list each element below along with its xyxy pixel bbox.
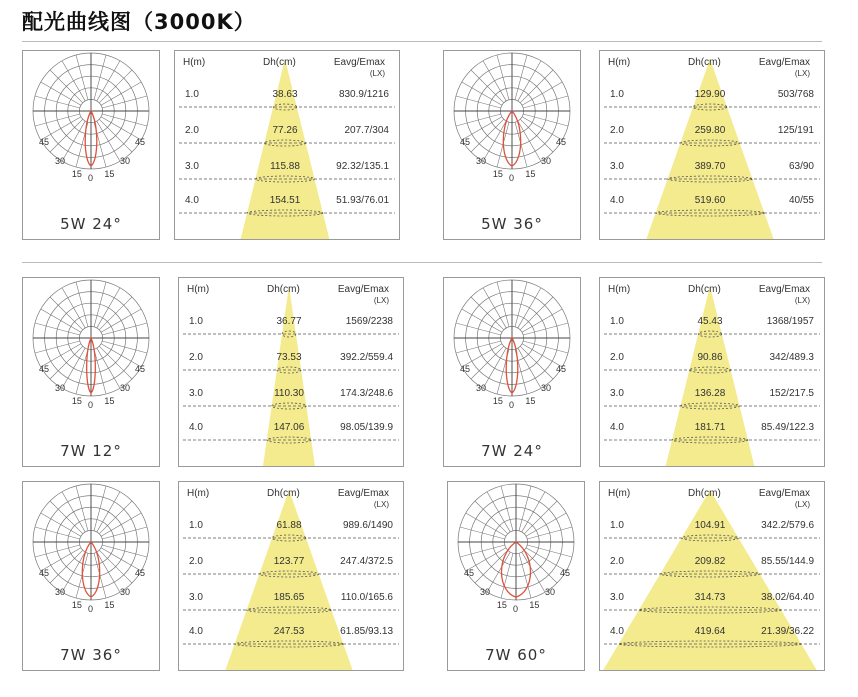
polar-spoke <box>50 550 83 583</box>
diameter-value: 519.60 <box>694 195 726 206</box>
polar-chart-box <box>443 50 581 240</box>
polar-spoke <box>522 552 545 592</box>
diameter-value: 419.64 <box>694 626 726 637</box>
polar-spoke <box>520 346 553 379</box>
polar-spoke <box>102 323 147 335</box>
polar-spoke <box>471 297 504 330</box>
diameter-value: 185.65 <box>273 592 305 603</box>
polar-spoke <box>471 119 504 152</box>
polar-spoke <box>518 288 541 328</box>
polar-tick-label: 30 <box>545 587 556 598</box>
illuminance-value: 830.9/1216 <box>338 89 389 100</box>
polar-diagram <box>448 482 584 670</box>
light-beam-cone <box>241 59 330 239</box>
polar-spoke <box>460 527 505 539</box>
diameter-value: 123.77 <box>273 556 305 567</box>
polar-tick-label: 45 <box>460 363 471 374</box>
polar-spoke <box>97 348 120 388</box>
polar-diagram <box>23 278 159 466</box>
polar-tick-label: 45 <box>39 567 50 578</box>
height-value: 1.0 <box>610 89 624 100</box>
polar-spoke <box>526 513 566 536</box>
table-header: (LX) <box>794 296 810 305</box>
polar-diagram <box>23 482 159 670</box>
polar-tick-label: 15 <box>525 169 536 179</box>
polar-tick-label: 15 <box>71 600 82 610</box>
polar-chart-box <box>22 277 160 467</box>
polar-spoke <box>35 545 80 557</box>
polar-chart-box <box>22 50 160 240</box>
polar-spoke <box>518 348 541 388</box>
polar-diagram <box>444 51 580 239</box>
polar-tick-label: 0 <box>513 604 519 614</box>
polar-tick-label: 45 <box>135 363 146 374</box>
polar-tick-label: 15 <box>71 169 82 179</box>
polar-spoke <box>35 527 80 539</box>
polar-spoke <box>102 96 147 108</box>
polar-spoke <box>519 486 531 531</box>
illuminance-value: 174.3/248.6 <box>340 388 393 399</box>
polar-tick-label: 0 <box>509 173 515 183</box>
fixture-spec-label: 7W 36° <box>60 646 122 664</box>
polar-spoke <box>102 545 147 557</box>
polar-spoke <box>523 323 568 335</box>
illuminance-table-box <box>174 50 400 240</box>
polar-spoke <box>101 309 141 332</box>
polar-spoke <box>35 114 80 126</box>
table-header: H(m) <box>608 488 631 499</box>
polar-spoke <box>497 282 509 327</box>
illuminance-cone-table <box>600 278 824 466</box>
polar-spoke <box>501 486 513 531</box>
polar-spoke <box>41 513 81 536</box>
polar-spoke <box>475 550 508 583</box>
diameter-value: 154.51 <box>269 195 301 206</box>
diameter-value: 73.53 <box>276 352 302 363</box>
polar-spoke <box>523 114 568 126</box>
polar-tick-label: 30 <box>541 383 552 394</box>
polar-spoke <box>94 55 106 100</box>
polar-spoke <box>62 492 85 532</box>
polar-tick-label: 30 <box>55 383 66 394</box>
table-header: (LX) <box>373 296 389 305</box>
illuminance-cone-table <box>179 482 403 670</box>
illuminance-value: 152/217.5 <box>769 388 814 399</box>
polar-spoke <box>462 309 502 332</box>
illuminance-value: 247.4/372.5 <box>340 556 393 567</box>
polar-tick-label: 30 <box>541 156 552 167</box>
diameter-value: 147.06 <box>273 422 305 433</box>
height-value: 4.0 <box>185 195 199 206</box>
diameter-value: 61.88 <box>276 520 302 531</box>
polar-spoke <box>50 346 83 379</box>
polar-spoke <box>41 309 81 332</box>
illuminance-value: 38.02/64.40 <box>761 592 814 603</box>
polar-tick-label: 45 <box>560 567 571 578</box>
polar-spoke <box>97 121 120 161</box>
polar-spoke <box>50 70 83 103</box>
table-header: Eavg/Emax <box>333 57 385 68</box>
polar-tick-label: 15 <box>496 600 507 610</box>
illuminance-value: 85.55/144.9 <box>761 556 814 567</box>
diameter-value: 45.43 <box>697 316 723 327</box>
height-value: 3.0 <box>610 388 624 399</box>
height-value: 1.0 <box>610 316 624 327</box>
table-header: Eavg/Emax <box>758 57 810 68</box>
polar-tick-label: 0 <box>88 400 94 410</box>
diameter-value: 314.73 <box>694 592 726 603</box>
polar-spoke <box>520 119 553 152</box>
polar-spoke <box>99 550 132 583</box>
polar-spoke <box>99 346 132 379</box>
polar-diagram <box>23 51 159 239</box>
diameter-value: 129.90 <box>694 89 726 100</box>
illuminance-value: 392.2/559.4 <box>340 352 393 363</box>
height-value: 3.0 <box>610 592 624 603</box>
table-header: (LX) <box>373 500 389 509</box>
diameter-value: 259.80 <box>694 125 726 136</box>
polar-spoke <box>483 61 506 101</box>
polar-tick-label: 45 <box>464 567 475 578</box>
polar-tick-label: 15 <box>529 600 540 610</box>
polar-spoke <box>520 70 553 103</box>
polar-tick-label: 45 <box>556 136 567 147</box>
polar-spoke <box>483 348 506 388</box>
height-value: 1.0 <box>189 316 203 327</box>
height-value: 4.0 <box>610 195 624 206</box>
diameter-value: 38.63 <box>272 89 298 100</box>
diameter-value: 247.53 <box>273 626 305 637</box>
section-divider <box>22 262 822 263</box>
diameter-value: 110.30 <box>274 388 304 399</box>
polar-spoke <box>99 501 132 534</box>
polar-spoke <box>497 55 509 100</box>
light-beam-cone <box>603 490 816 670</box>
height-value: 3.0 <box>185 161 199 172</box>
diameter-value: 209.82 <box>694 556 726 567</box>
illuminance-value: 63/90 <box>788 161 814 172</box>
fixture-spec-label: 5W 24° <box>60 215 122 233</box>
table-header: Dh(cm) <box>688 488 721 499</box>
table-header: H(m) <box>608 284 631 295</box>
illuminance-value: 342/489.3 <box>769 352 814 363</box>
polar-spoke <box>99 119 132 152</box>
polar-tick-label: 45 <box>39 363 50 374</box>
fixture-spec-label: 5W 36° <box>481 215 543 233</box>
table-header: (LX) <box>794 69 810 78</box>
height-value: 3.0 <box>189 592 203 603</box>
table-header: H(m) <box>187 488 210 499</box>
polar-spoke <box>62 61 85 101</box>
polar-spoke <box>97 288 120 328</box>
illuminance-value: 989.6/1490 <box>342 520 393 531</box>
illuminance-cone-table <box>600 482 824 670</box>
table-header: Eavg/Emax <box>337 488 389 499</box>
polar-spoke <box>524 550 557 583</box>
height-value: 3.0 <box>610 161 624 172</box>
polar-spoke <box>102 527 147 539</box>
height-value: 4.0 <box>189 422 203 433</box>
polar-spoke <box>471 346 504 379</box>
illuminance-value: 1569/2238 <box>345 316 393 327</box>
table-header: Dh(cm) <box>263 57 296 68</box>
height-value: 4.0 <box>189 626 203 637</box>
table-header: Dh(cm) <box>267 488 300 499</box>
light-beam-cone <box>666 286 755 466</box>
polar-tick-label: 45 <box>135 136 146 147</box>
height-value: 2.0 <box>610 125 624 136</box>
polar-chart-box <box>443 277 581 467</box>
polar-spoke <box>522 492 545 532</box>
illuminance-value: 40/55 <box>788 195 814 206</box>
height-value: 4.0 <box>610 422 624 433</box>
light-beam-cone <box>646 59 773 239</box>
polar-tick-label: 0 <box>509 400 515 410</box>
table-header: (LX) <box>794 500 810 509</box>
polar-tick-label: 15 <box>104 169 115 179</box>
table-header: (LX) <box>369 69 385 78</box>
polar-spoke <box>456 323 501 335</box>
polar-tick-label: 0 <box>88 604 94 614</box>
polar-spoke <box>35 96 80 108</box>
polar-spoke <box>471 70 504 103</box>
polar-tick-label: 15 <box>492 396 503 406</box>
polar-spoke <box>527 527 572 539</box>
height-value: 2.0 <box>610 352 624 363</box>
illuminance-cone-table <box>179 278 403 466</box>
fixture-spec-label: 7W 12° <box>60 442 122 460</box>
diameter-value: 36.77 <box>276 316 302 327</box>
polar-tick-label: 45 <box>556 363 567 374</box>
polar-tick-label: 15 <box>71 396 82 406</box>
fixture-spec-label: 7W 24° <box>481 442 543 460</box>
polar-spoke <box>76 55 88 100</box>
diameter-value: 90.86 <box>697 352 723 363</box>
polar-spoke <box>94 282 106 327</box>
polar-spoke <box>527 545 572 557</box>
polar-spoke <box>41 82 81 105</box>
polar-spoke <box>101 513 141 536</box>
table-header: H(m) <box>183 57 206 68</box>
polar-spoke <box>515 55 527 100</box>
polar-tick-label: 0 <box>88 173 94 183</box>
polar-spoke <box>76 282 88 327</box>
polar-tick-label: 30 <box>476 383 487 394</box>
illuminance-value: 125/191 <box>777 125 814 136</box>
polar-spoke <box>35 341 80 353</box>
polar-tick-label: 15 <box>104 396 115 406</box>
polar-spoke <box>62 348 85 388</box>
light-beam-cone <box>225 490 352 670</box>
height-value: 4.0 <box>610 626 624 637</box>
illuminance-value: 51.93/76.01 <box>336 195 389 206</box>
polar-spoke <box>50 119 83 152</box>
height-value: 1.0 <box>185 89 199 100</box>
polar-tick-label: 45 <box>460 136 471 147</box>
polar-spoke <box>518 61 541 101</box>
title-divider <box>22 41 822 42</box>
diameter-value: 136.28 <box>694 388 726 399</box>
polar-spoke <box>456 96 501 108</box>
illuminance-table-box <box>599 277 825 467</box>
height-value: 1.0 <box>610 520 624 531</box>
polar-spoke <box>523 341 568 353</box>
polar-tick-label: 30 <box>120 587 131 598</box>
polar-spoke <box>76 486 88 531</box>
diameter-value: 104.91 <box>694 520 726 531</box>
polar-tick-label: 30 <box>55 587 66 598</box>
illuminance-table-box <box>599 481 825 671</box>
illuminance-cone-table <box>175 51 399 239</box>
polar-spoke <box>35 323 80 335</box>
height-value: 2.0 <box>610 556 624 567</box>
table-header: Eavg/Emax <box>758 284 810 295</box>
illuminance-table-box <box>178 277 404 467</box>
polar-tick-label: 30 <box>120 156 131 167</box>
polar-spoke <box>101 82 141 105</box>
polar-tick-label: 30 <box>480 587 491 598</box>
polar-spoke <box>97 61 120 101</box>
polar-spoke <box>102 114 147 126</box>
polar-tick-label: 30 <box>476 156 487 167</box>
polar-spoke <box>487 492 510 532</box>
polar-spoke <box>460 545 505 557</box>
polar-chart-box <box>447 481 585 671</box>
illuminance-value: 85.49/122.3 <box>761 422 814 433</box>
polar-spoke <box>102 341 147 353</box>
polar-spoke <box>50 501 83 534</box>
polar-spoke <box>456 341 501 353</box>
height-value: 3.0 <box>189 388 203 399</box>
polar-tick-label: 45 <box>135 567 146 578</box>
illuminance-value: 1368/1957 <box>766 316 814 327</box>
illuminance-value: 342.2/579.6 <box>761 520 814 531</box>
diameter-value: 77.26 <box>272 125 298 136</box>
polar-tick-label: 15 <box>104 600 115 610</box>
illuminance-value: 92.32/135.1 <box>336 161 389 172</box>
height-value: 1.0 <box>189 520 203 531</box>
polar-spoke <box>524 501 557 534</box>
polar-chart-box <box>22 481 160 671</box>
height-value: 2.0 <box>185 125 199 136</box>
light-beam-cone <box>263 286 315 466</box>
polar-spoke <box>487 552 510 592</box>
table-header: Dh(cm) <box>267 284 300 295</box>
table-header: H(m) <box>187 284 210 295</box>
illuminance-value: 21.39/36.22 <box>761 626 814 637</box>
illuminance-value: 503/768 <box>777 89 814 100</box>
polar-spoke <box>99 297 132 330</box>
table-header: Eavg/Emax <box>758 488 810 499</box>
illuminance-value: 207.7/304 <box>344 125 389 136</box>
polar-spoke <box>94 486 106 531</box>
polar-tick-label: 15 <box>525 396 536 406</box>
polar-spoke <box>97 492 120 532</box>
polar-spoke <box>520 297 553 330</box>
fixture-spec-label: 7W 60° <box>485 646 547 664</box>
polar-spoke <box>50 297 83 330</box>
diameter-value: 389.70 <box>694 161 726 172</box>
polar-spoke <box>456 114 501 126</box>
polar-tick-label: 45 <box>39 136 50 147</box>
height-value: 2.0 <box>189 556 203 567</box>
table-header: H(m) <box>608 57 631 68</box>
illuminance-table-box <box>599 50 825 240</box>
polar-tick-label: 15 <box>492 169 503 179</box>
table-header: Eavg/Emax <box>337 284 389 295</box>
polar-tick-label: 30 <box>55 156 66 167</box>
polar-spoke <box>515 282 527 327</box>
illuminance-value: 110.0/165.6 <box>340 592 393 603</box>
polar-spoke <box>99 70 132 103</box>
polar-spoke <box>62 288 85 328</box>
diameter-value: 115.88 <box>270 161 300 172</box>
table-header: Dh(cm) <box>688 57 721 68</box>
page-title: 配光曲线图（3000K） <box>22 10 256 34</box>
illuminance-table-box <box>178 481 404 671</box>
polar-spoke <box>523 96 568 108</box>
polar-spoke <box>462 82 502 105</box>
polar-tick-label: 30 <box>120 383 131 394</box>
illuminance-cone-table <box>600 51 824 239</box>
height-value: 2.0 <box>189 352 203 363</box>
illuminance-value: 98.05/139.9 <box>340 422 393 433</box>
table-header: Dh(cm) <box>688 284 721 295</box>
polar-spoke <box>62 121 85 161</box>
polar-spoke <box>522 309 562 332</box>
polar-spoke <box>522 82 562 105</box>
diameter-value: 181.71 <box>694 422 726 433</box>
polar-spoke <box>466 513 506 536</box>
polar-spoke <box>483 288 506 328</box>
illuminance-value: 61.85/93.13 <box>340 626 393 637</box>
polar-diagram <box>444 278 580 466</box>
polar-spoke <box>475 501 508 534</box>
